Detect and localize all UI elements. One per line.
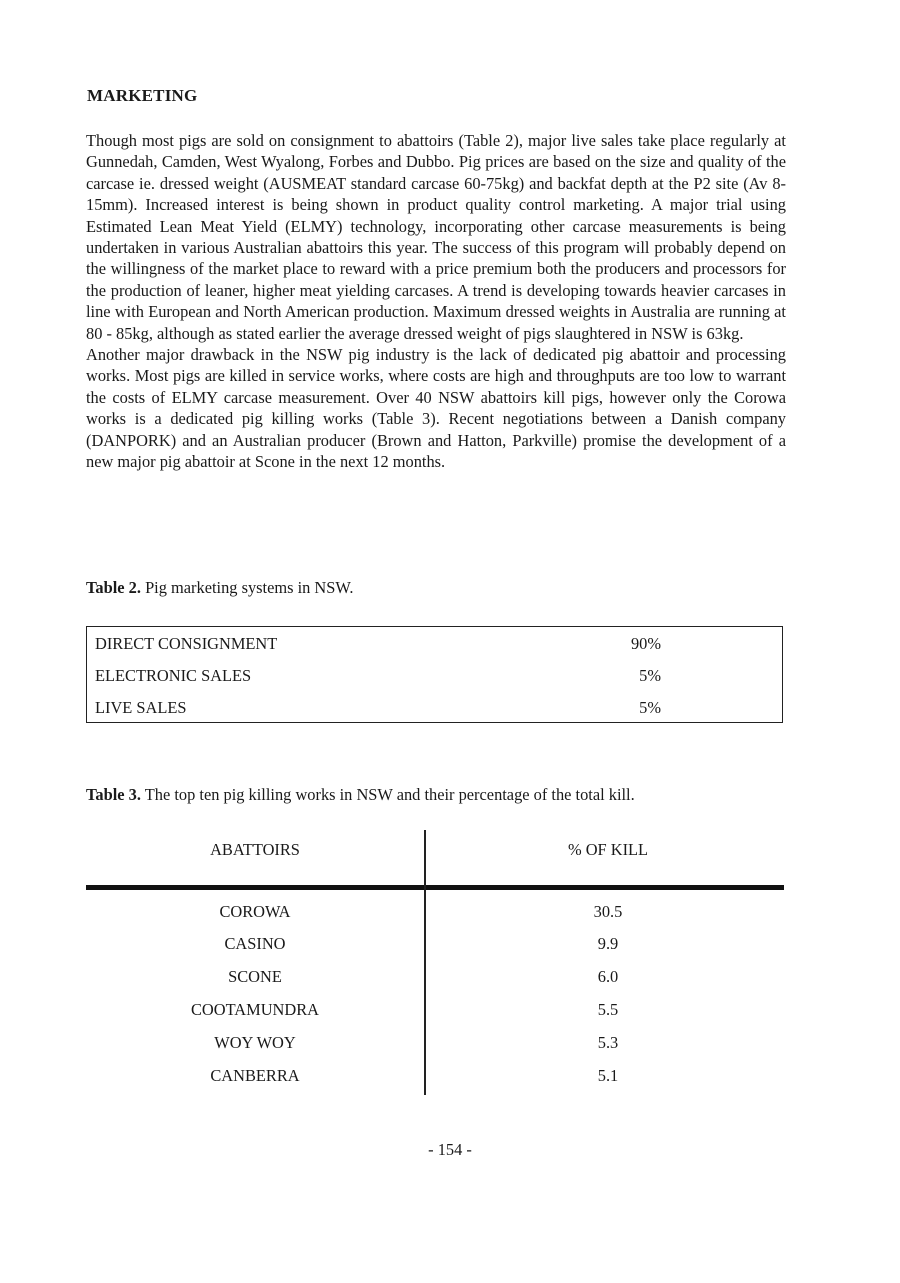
table3-header-kill: % OF KILL xyxy=(567,840,649,859)
table2 xyxy=(86,626,783,723)
kill-percentage: 6.0 xyxy=(597,967,619,986)
abattoir-name: CASINO xyxy=(224,934,286,953)
kill-percentage: 5.1 xyxy=(597,1066,619,1085)
table2-caption-text: Pig marketing systems in NSW. xyxy=(140,578,354,597)
table3-header-rule xyxy=(86,885,784,890)
table-row xyxy=(86,1066,784,1094)
table2-row-value: 90% xyxy=(630,634,661,653)
abattoir-name: COROWA xyxy=(219,902,291,921)
table2-row-value: 5% xyxy=(639,698,661,717)
table-row xyxy=(86,934,784,962)
kill-percentage: 9.9 xyxy=(597,934,619,953)
table-row xyxy=(86,967,784,995)
paragraph-2: Another major drawback in the NSW pig industry is the lack of dedicated pig abattoir and processing works. Most pigs are killed in service works, where costs are high and throughputs are too low to warrant the costs of ELMY carcase measurement. Over 40 NSW abattoirs kill pigs, however only the Corowa works is a dedicated pig killing works (Table 3). Recent negotiations between a Danish company (DANPORK) and an Australian producer (Brown and Hatton, Parkville) promise the development of a new major pig abattoir at Scone in the next 12 months. xyxy=(86,345,786,472)
abattoir-name: SCONE xyxy=(228,967,282,986)
table3-caption xyxy=(86,785,635,805)
table2-row xyxy=(95,666,782,694)
table2-row xyxy=(95,634,782,662)
table2-row-label: LIVE SALES xyxy=(95,698,187,717)
table2-caption xyxy=(86,578,353,598)
abattoir-name: CANBERRA xyxy=(210,1066,300,1085)
table3-header-abattoirs: ABATTOIRS xyxy=(210,840,300,859)
table-row xyxy=(86,902,784,930)
section-heading: MARKETING xyxy=(87,86,198,105)
table2-row-label: ELECTRONIC SALES xyxy=(95,666,252,685)
abattoir-name: COOTAMUNDRA xyxy=(191,1000,319,1019)
table2-row-value: 5% xyxy=(639,666,661,685)
table3 xyxy=(86,830,784,1095)
table3-caption-label: Table 3. xyxy=(86,785,141,804)
body-text xyxy=(86,130,786,473)
table-row xyxy=(86,1033,784,1061)
kill-percentage: 5.5 xyxy=(597,1000,619,1019)
kill-percentage: 5.3 xyxy=(597,1033,619,1052)
table2-row-label: DIRECT CONSIGNMENT xyxy=(95,634,278,653)
paragraph-1: Though most pigs are sold on consignment to abattoirs (Table 2), major live sales take place regularly at Gunnedah, Camden, West Wyalong, Forbes and Dubbo. Pig prices are based on the size and quality of the carcase ie. dressed weight (AUSMEAT standard carcase 60-75kg) and backfat depth at the P2 site (Av 8-15mm). Increased interest is being shown in product quality control marketing. A major trial using Estimated Lean Meat Yield (ELMY) technology, incorporating other carcase measurements is being undertaken in various Australian abattoirs this year. The success of this program will probably depend on the willingness of the market place to reward with a price premium both the producers and processors for the production of leaner, higher meat yielding carcases. A trend is developing towards heavier carcases in line with European and North American production. Maximum dressed weights in Australia are running at 80 - 85kg, although as stated earlier the average dressed weight of pigs slaughtered in NSW is 63kg. xyxy=(86,131,786,343)
kill-percentage: 30.5 xyxy=(593,902,623,921)
page-number: - 154 - xyxy=(428,1140,472,1159)
table2-row xyxy=(95,698,782,726)
abattoir-name: WOY WOY xyxy=(214,1033,296,1052)
table2-caption-label: Table 2. xyxy=(86,578,141,597)
table-row xyxy=(86,1000,784,1028)
table3-caption-text: The top ten pig killing works in NSW and their percentage of the total kill. xyxy=(140,785,635,804)
